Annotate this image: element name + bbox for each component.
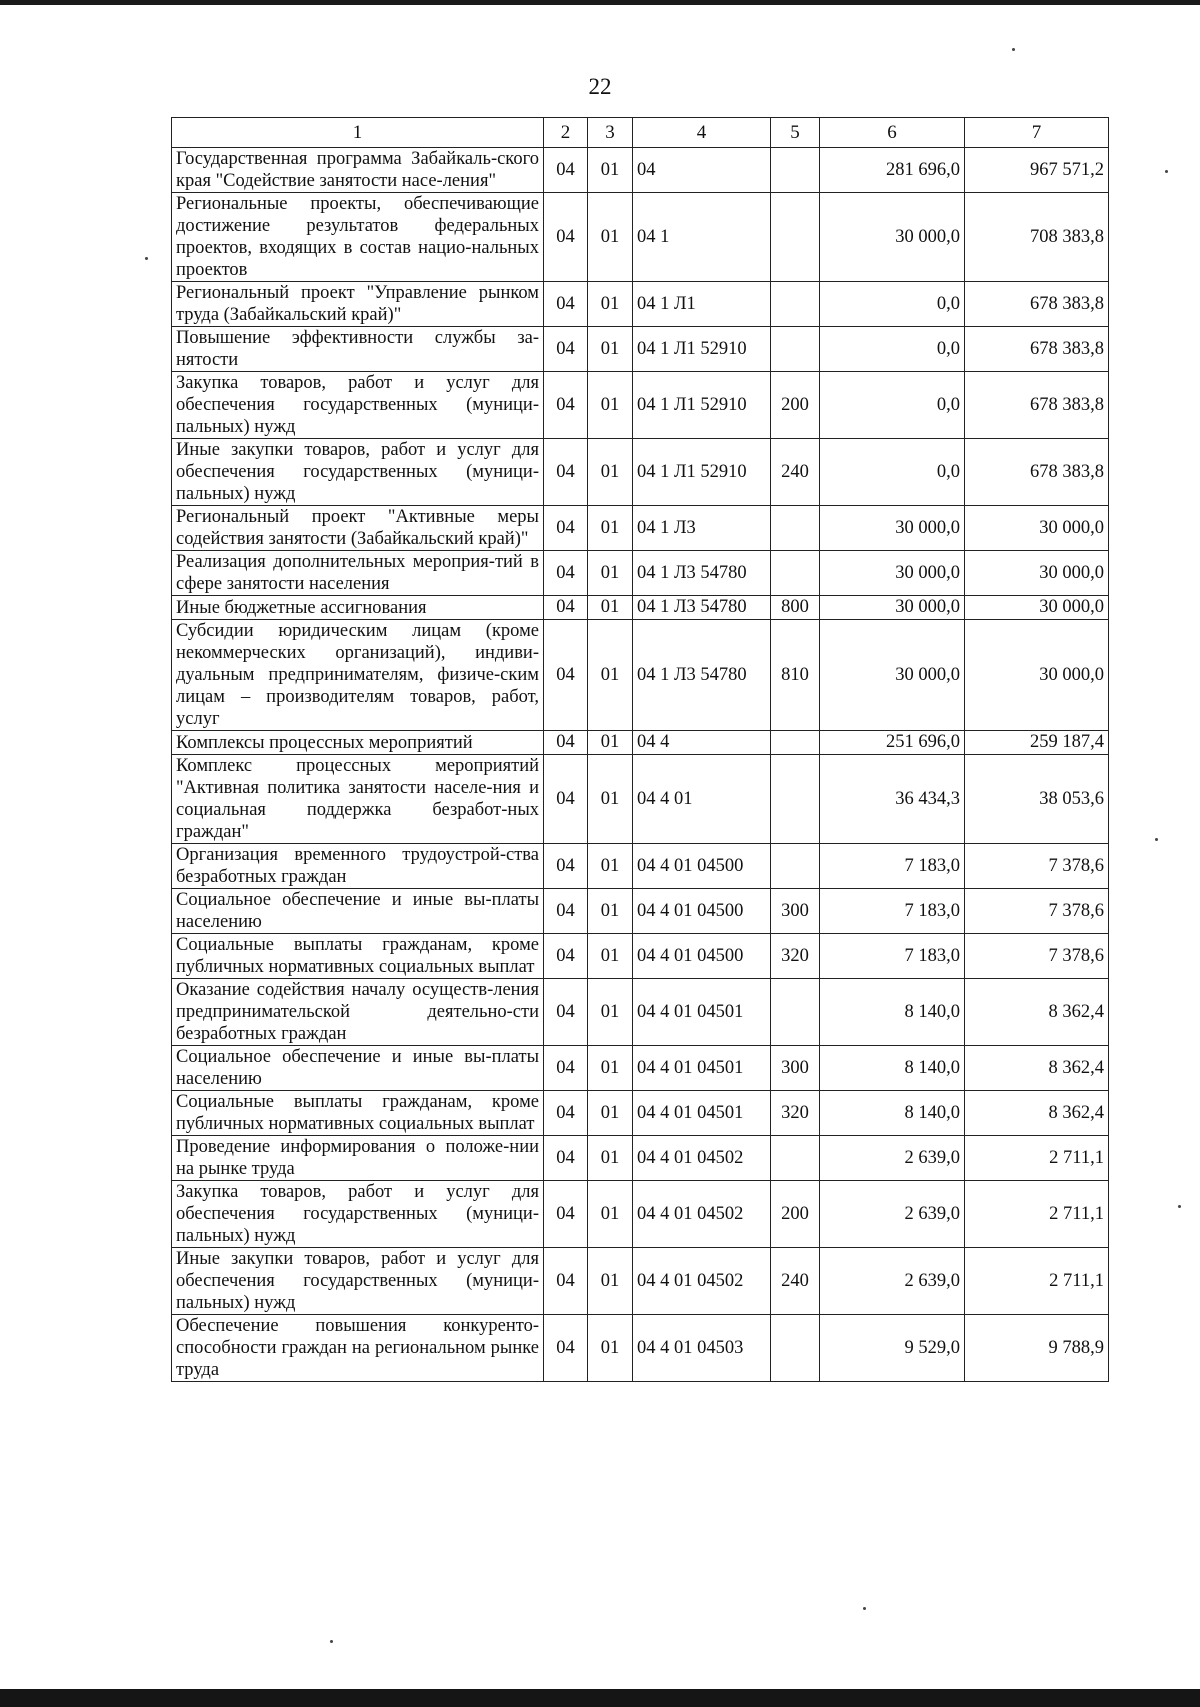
- row-name-cell: Реализация дополнительных мероприя-тий в сфере занятости населения: [172, 551, 544, 596]
- expense-type-cell: [771, 755, 820, 844]
- section-code-cell: 04: [544, 844, 588, 889]
- section-code-cell: 04: [544, 372, 588, 439]
- amount-cell-col6: 7 183,0: [820, 844, 965, 889]
- subsection-code-cell: 01: [588, 731, 633, 755]
- column-header: 1: [172, 118, 544, 148]
- target-article-cell: 04 1 Л3: [633, 506, 771, 551]
- amount-cell-col7: 967 571,2: [965, 148, 1109, 193]
- expense-type-cell: 200: [771, 1181, 820, 1248]
- target-article-cell: 04: [633, 148, 771, 193]
- section-code-cell: 04: [544, 620, 588, 731]
- row-name-cell: Иные закупки товаров, работ и услуг для обеспечения государственных (муници-пальных) нужд: [172, 1248, 544, 1315]
- subsection-code-cell: 01: [588, 1046, 633, 1091]
- amount-cell-col7: 9 788,9: [965, 1315, 1109, 1382]
- target-article-cell: 04 4 01 04500: [633, 934, 771, 979]
- amount-cell-col6: 8 140,0: [820, 1046, 965, 1091]
- amount-cell-col6: 8 140,0: [820, 1091, 965, 1136]
- table-row: [172, 979, 1109, 1046]
- section-code-cell: 04: [544, 148, 588, 193]
- target-article-cell: 04 4 01 04502: [633, 1181, 771, 1248]
- subsection-code-cell: 01: [588, 282, 633, 327]
- amount-cell-col7: 7 378,6: [965, 889, 1109, 934]
- amount-cell-col6: 0,0: [820, 327, 965, 372]
- budget-table: [171, 117, 1109, 1382]
- target-article-cell: 04 4: [633, 731, 771, 755]
- amount-cell-col6: 281 696,0: [820, 148, 965, 193]
- section-code-cell: 04: [544, 1315, 588, 1382]
- row-name-cell: Социальные выплаты гражданам, кроме публичных нормативных социальных выплат: [172, 1091, 544, 1136]
- scan-speck: [863, 1607, 866, 1610]
- table-row: [172, 506, 1109, 551]
- subsection-code-cell: 01: [588, 1248, 633, 1315]
- expense-type-cell: [771, 844, 820, 889]
- expense-type-cell: [771, 327, 820, 372]
- row-name-cell: Комплекс процессных мероприятий "Активная политика занятости населе-ния и социальная поддержка безработ-ных граждан": [172, 755, 544, 844]
- amount-cell-col7: 30 000,0: [965, 506, 1109, 551]
- row-name-cell: Социальное обеспечение и иные вы-платы населению: [172, 1046, 544, 1091]
- amount-cell-col7: 7 378,6: [965, 934, 1109, 979]
- expense-type-cell: 240: [771, 439, 820, 506]
- subsection-code-cell: 01: [588, 755, 633, 844]
- amount-cell-col7: 708 383,8: [965, 193, 1109, 282]
- row-name-cell: Повышение эффективности службы за-нятости: [172, 327, 544, 372]
- target-article-cell: 04 4 01 04501: [633, 1046, 771, 1091]
- amount-cell-col7: 8 362,4: [965, 1046, 1109, 1091]
- row-name-cell: Государственная программа Забайкаль-ского края "Содействие занятости насе-ления": [172, 148, 544, 193]
- table-row: [172, 1136, 1109, 1181]
- target-article-cell: 04 1 Л3 54780: [633, 551, 771, 596]
- column-header: 4: [633, 118, 771, 148]
- row-name-cell: Иные бюджетные ассигнования: [172, 596, 544, 620]
- section-code-cell: 04: [544, 506, 588, 551]
- amount-cell-col7: 30 000,0: [965, 551, 1109, 596]
- table-row: [172, 282, 1109, 327]
- amount-cell-col7: 2 711,1: [965, 1136, 1109, 1181]
- subsection-code-cell: 01: [588, 979, 633, 1046]
- amount-cell-col7: 30 000,0: [965, 596, 1109, 620]
- amount-cell-col7: 2 711,1: [965, 1248, 1109, 1315]
- scan-top-border: [0, 0, 1200, 5]
- expense-type-cell: [771, 506, 820, 551]
- table-row: [172, 596, 1109, 620]
- expense-type-cell: [771, 1315, 820, 1382]
- table-row: [172, 1315, 1109, 1382]
- target-article-cell: 04 1 Л1 52910: [633, 327, 771, 372]
- section-code-cell: 04: [544, 755, 588, 844]
- section-code-cell: 04: [544, 1136, 588, 1181]
- subsection-code-cell: 01: [588, 844, 633, 889]
- amount-cell-col7: 259 187,4: [965, 731, 1109, 755]
- section-code-cell: 04: [544, 327, 588, 372]
- subsection-code-cell: 01: [588, 372, 633, 439]
- scan-speck: [145, 257, 148, 260]
- amount-cell-col7: 2 711,1: [965, 1181, 1109, 1248]
- page-number: 22: [588, 74, 612, 99]
- amount-cell-col7: 30 000,0: [965, 620, 1109, 731]
- scan-speck: [1178, 1205, 1181, 1208]
- subsection-code-cell: 01: [588, 1315, 633, 1382]
- amount-cell-col6: 0,0: [820, 282, 965, 327]
- expense-type-cell: 300: [771, 889, 820, 934]
- row-name-cell: Социальное обеспечение и иные вы-платы населению: [172, 889, 544, 934]
- column-header: 7: [965, 118, 1109, 148]
- subsection-code-cell: 01: [588, 1136, 633, 1181]
- scan-speck: [1165, 170, 1168, 173]
- column-header: 3: [588, 118, 633, 148]
- section-code-cell: 04: [544, 193, 588, 282]
- subsection-code-cell: 01: [588, 620, 633, 731]
- table-row: [172, 731, 1109, 755]
- amount-cell-col6: 30 000,0: [820, 193, 965, 282]
- target-article-cell: 04 1 Л3 54780: [633, 596, 771, 620]
- amount-cell-col6: 9 529,0: [820, 1315, 965, 1382]
- column-header: 6: [820, 118, 965, 148]
- target-article-cell: 04 4 01 04500: [633, 844, 771, 889]
- table-row: [172, 620, 1109, 731]
- row-name-cell: Проведение информирования о положе-нии на рынке труда: [172, 1136, 544, 1181]
- table-row: [172, 1248, 1109, 1315]
- amount-cell-col7: 678 383,8: [965, 282, 1109, 327]
- amount-cell-col6: 30 000,0: [820, 551, 965, 596]
- subsection-code-cell: 01: [588, 934, 633, 979]
- scan-speck: [330, 1640, 333, 1643]
- amount-cell-col7: 678 383,8: [965, 372, 1109, 439]
- subsection-code-cell: 01: [588, 889, 633, 934]
- table-row: [172, 1181, 1109, 1248]
- expense-type-cell: [771, 551, 820, 596]
- section-code-cell: 04: [544, 439, 588, 506]
- amount-cell-col6: 0,0: [820, 372, 965, 439]
- column-header: 2: [544, 118, 588, 148]
- subsection-code-cell: 01: [588, 1181, 633, 1248]
- expense-type-cell: [771, 979, 820, 1046]
- target-article-cell: 04 1 Л1: [633, 282, 771, 327]
- amount-cell-col6: 2 639,0: [820, 1136, 965, 1181]
- target-article-cell: 04 1 Л1 52910: [633, 439, 771, 506]
- scan-speck: [1155, 838, 1158, 841]
- row-name-cell: Организация временного трудоустрой-ства безработных граждан: [172, 844, 544, 889]
- table-row: [172, 844, 1109, 889]
- amount-cell-col6: 2 639,0: [820, 1248, 965, 1315]
- amount-cell-col7: 38 053,6: [965, 755, 1109, 844]
- section-code-cell: 04: [544, 551, 588, 596]
- row-name-cell: Региональный проект "Активные меры содействия занятости (Забайкальский край)": [172, 506, 544, 551]
- section-code-cell: 04: [544, 1091, 588, 1136]
- expense-type-cell: [771, 148, 820, 193]
- table-header-row: [172, 118, 1109, 148]
- subsection-code-cell: 01: [588, 193, 633, 282]
- amount-cell-col7: 8 362,4: [965, 1091, 1109, 1136]
- expense-type-cell: 320: [771, 1091, 820, 1136]
- scan-speck: [1012, 48, 1015, 51]
- subsection-code-cell: 01: [588, 551, 633, 596]
- target-article-cell: 04 4 01 04501: [633, 979, 771, 1046]
- subsection-code-cell: 01: [588, 596, 633, 620]
- section-code-cell: 04: [544, 731, 588, 755]
- section-code-cell: 04: [544, 1248, 588, 1315]
- target-article-cell: 04 1: [633, 193, 771, 282]
- amount-cell-col6: 251 696,0: [820, 731, 965, 755]
- target-article-cell: 04 1 Л3 54780: [633, 620, 771, 731]
- expense-type-cell: [771, 731, 820, 755]
- table-row: [172, 551, 1109, 596]
- amount-cell-col6: 0,0: [820, 439, 965, 506]
- amount-cell-col7: 8 362,4: [965, 979, 1109, 1046]
- row-name-cell: Закупка товаров, работ и услуг для обеспечения государственных (муници-пальных) нужд: [172, 1181, 544, 1248]
- expense-type-cell: 800: [771, 596, 820, 620]
- expense-type-cell: [771, 282, 820, 327]
- section-code-cell: 04: [544, 979, 588, 1046]
- section-code-cell: 04: [544, 889, 588, 934]
- expense-type-cell: 300: [771, 1046, 820, 1091]
- amount-cell-col6: 30 000,0: [820, 596, 965, 620]
- amount-cell-col6: 7 183,0: [820, 934, 965, 979]
- section-code-cell: 04: [544, 282, 588, 327]
- target-article-cell: 04 4 01 04503: [633, 1315, 771, 1382]
- row-name-cell: Субсидии юридическим лицам (кроме некоммерческих организаций), индиви-дуальным предпринимателям, физиче-ским лицам – производителям товаров, работ, услуг: [172, 620, 544, 731]
- section-code-cell: 04: [544, 934, 588, 979]
- target-article-cell: 04 4 01: [633, 755, 771, 844]
- amount-cell-col6: 36 434,3: [820, 755, 965, 844]
- table-row: [172, 148, 1109, 193]
- target-article-cell: 04 4 01 04500: [633, 889, 771, 934]
- target-article-cell: 04 4 01 04501: [633, 1091, 771, 1136]
- table-row: [172, 1046, 1109, 1091]
- table-row: [172, 755, 1109, 844]
- subsection-code-cell: 01: [588, 327, 633, 372]
- expense-type-cell: 200: [771, 372, 820, 439]
- subsection-code-cell: 01: [588, 506, 633, 551]
- table-row: [172, 889, 1109, 934]
- target-article-cell: 04 4 01 04502: [633, 1136, 771, 1181]
- amount-cell-col7: 678 383,8: [965, 327, 1109, 372]
- amount-cell-col6: 30 000,0: [820, 620, 965, 731]
- table-row: [172, 193, 1109, 282]
- row-name-cell: Региональный проект "Управление рынком труда (Забайкальский край)": [172, 282, 544, 327]
- section-code-cell: 04: [544, 596, 588, 620]
- expense-type-cell: 320: [771, 934, 820, 979]
- section-code-cell: 04: [544, 1181, 588, 1248]
- row-name-cell: Обеспечение повышения конкуренто-способности граждан на региональном рынке труда: [172, 1315, 544, 1382]
- row-name-cell: Региональные проекты, обеспечивающие достижение результатов федеральных проектов, входящих в состав нацио-нальных проектов: [172, 193, 544, 282]
- target-article-cell: 04 1 Л1 52910: [633, 372, 771, 439]
- expense-type-cell: 810: [771, 620, 820, 731]
- row-name-cell: Оказание содействия началу осуществ-ления предпринимательской деятельно-сти безработных граждан: [172, 979, 544, 1046]
- scan-bottom-border: [0, 1689, 1200, 1707]
- table-row: [172, 934, 1109, 979]
- table-row: [172, 439, 1109, 506]
- amount-cell-col6: 7 183,0: [820, 889, 965, 934]
- section-code-cell: 04: [544, 1046, 588, 1091]
- subsection-code-cell: 01: [588, 1091, 633, 1136]
- target-article-cell: 04 4 01 04502: [633, 1248, 771, 1315]
- amount-cell-col7: 678 383,8: [965, 439, 1109, 506]
- amount-cell-col6: 30 000,0: [820, 506, 965, 551]
- amount-cell-col7: 7 378,6: [965, 844, 1109, 889]
- row-name-cell: Комплексы процессных мероприятий: [172, 731, 544, 755]
- expense-type-cell: 240: [771, 1248, 820, 1315]
- amount-cell-col6: 8 140,0: [820, 979, 965, 1046]
- row-name-cell: Социальные выплаты гражданам, кроме публичных нормативных социальных выплат: [172, 934, 544, 979]
- row-name-cell: Закупка товаров, работ и услуг для обеспечения государственных (муници-пальных) нужд: [172, 372, 544, 439]
- subsection-code-cell: 01: [588, 439, 633, 506]
- subsection-code-cell: 01: [588, 148, 633, 193]
- expense-type-cell: [771, 1136, 820, 1181]
- column-header: 5: [771, 118, 820, 148]
- amount-cell-col6: 2 639,0: [820, 1181, 965, 1248]
- table-row: [172, 372, 1109, 439]
- table-row: [172, 327, 1109, 372]
- row-name-cell: Иные закупки товаров, работ и услуг для обеспечения государственных (муници-пальных) нужд: [172, 439, 544, 506]
- table-row: [172, 1091, 1109, 1136]
- expense-type-cell: [771, 193, 820, 282]
